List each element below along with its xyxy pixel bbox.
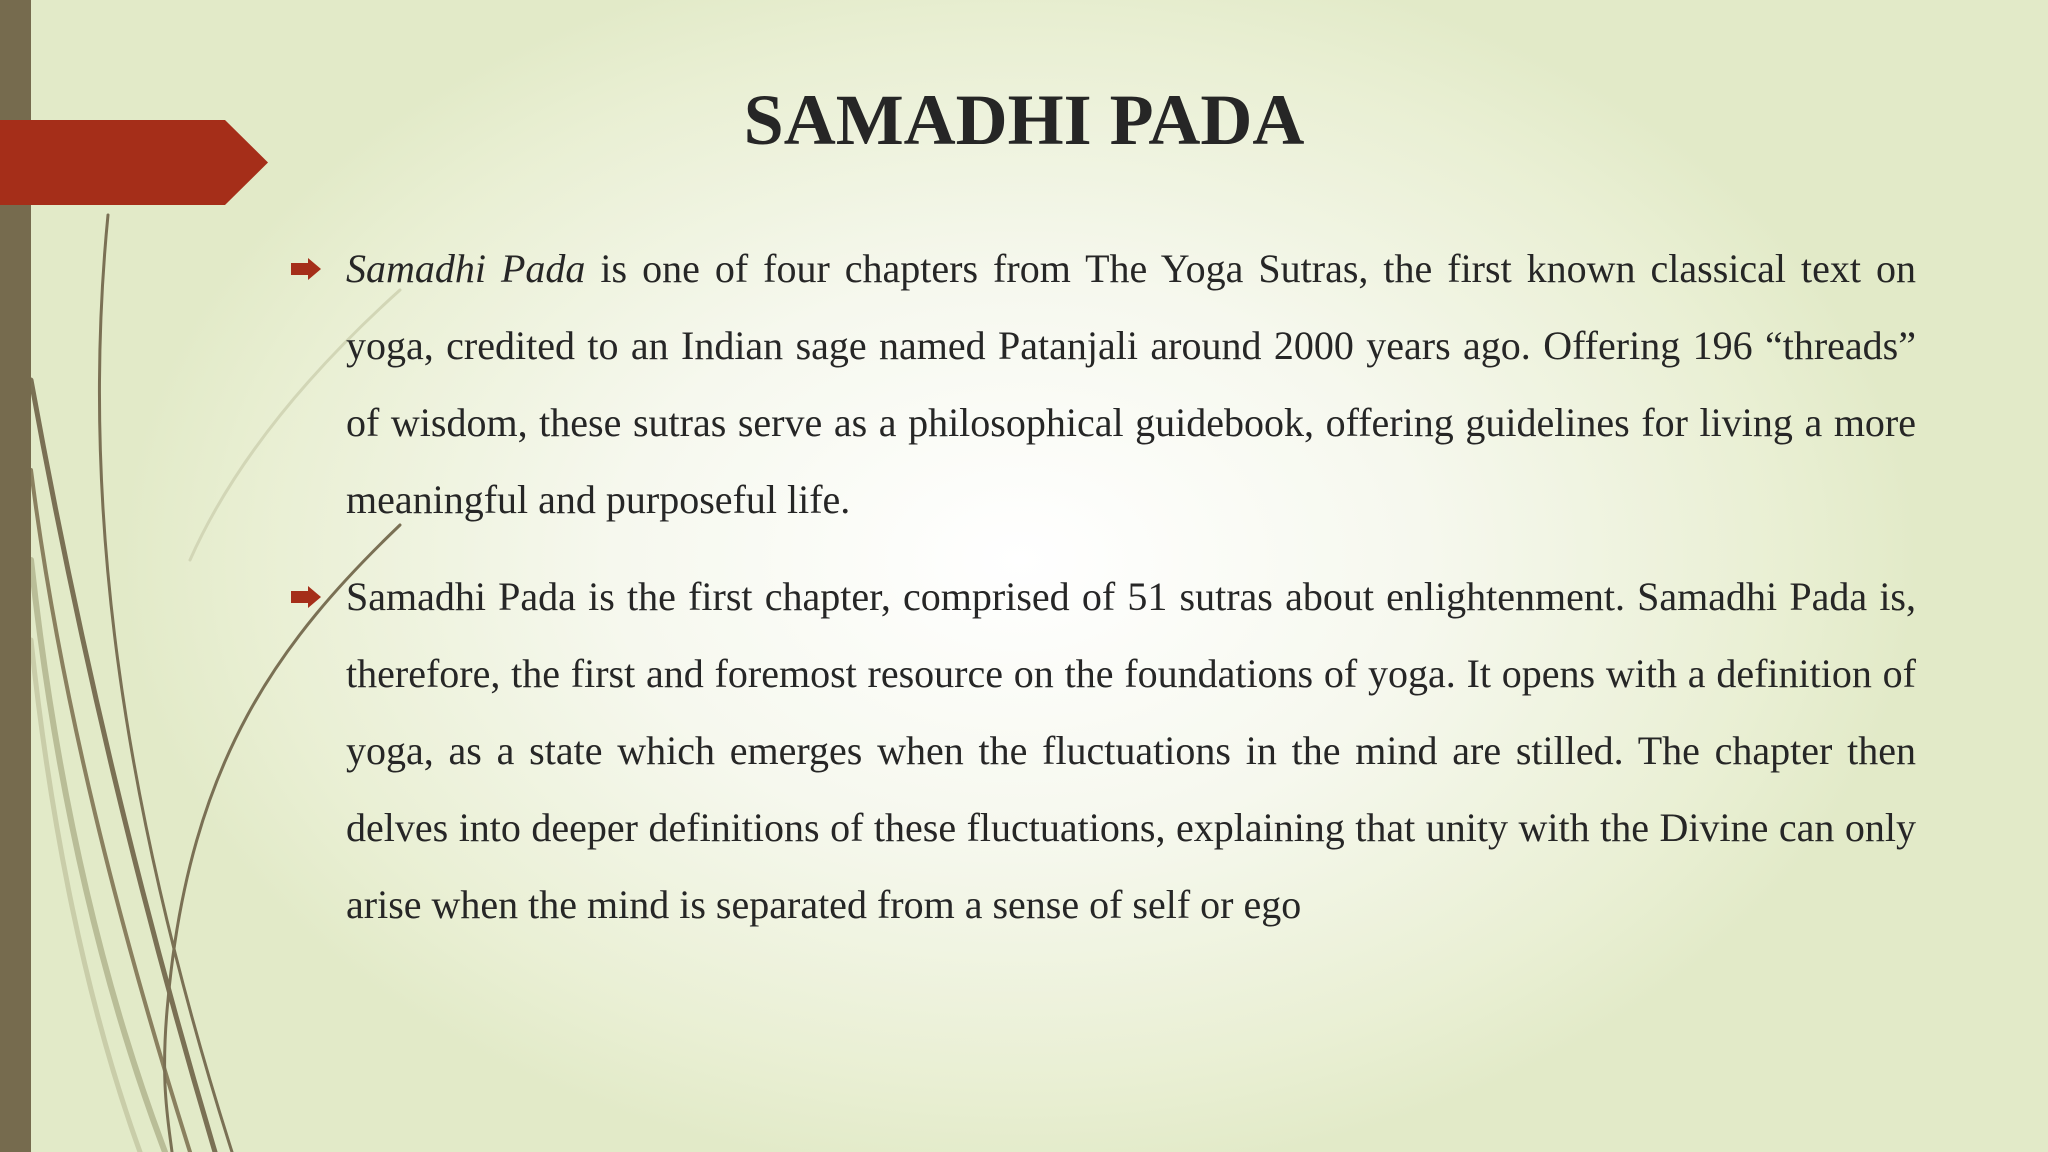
bullet-item [288,558,1916,943]
slide-content [288,230,1916,963]
arrow-bullet-icon [291,258,321,280]
bullet-item [288,230,1916,538]
bullet-text: is one of four chapters from The Yoga Sutras, the first known classical text on yoga, credited to an Indian sage named Patanjali around 2000 years ago. Offering 196 “threads” of wisdom, these sutras serve as a philosophical guidebook, offering guidelines for living a more meaningful and purposeful life. [346,246,1917,522]
arrow-bullet-icon [291,586,321,608]
bullet-text: Samadhi Pada is the first chapter, comprised of 51 sutras about enlightenment. Samadhi Pada is, therefore, the first and foremost resource on the foundations of yoga. It opens with a definition of yoga, as a state which emerges when the fluctuations in the mind are stilled. The chapter then delves into deeper definitions of these fluctuations, explaining that unity with the Divine can only arise when the mind is separated from a sense of self or ego [346,574,1916,927]
bullet-lead: Samadhi Pada [346,246,586,291]
slide-title: SAMADHI PADA [743,80,1305,160]
